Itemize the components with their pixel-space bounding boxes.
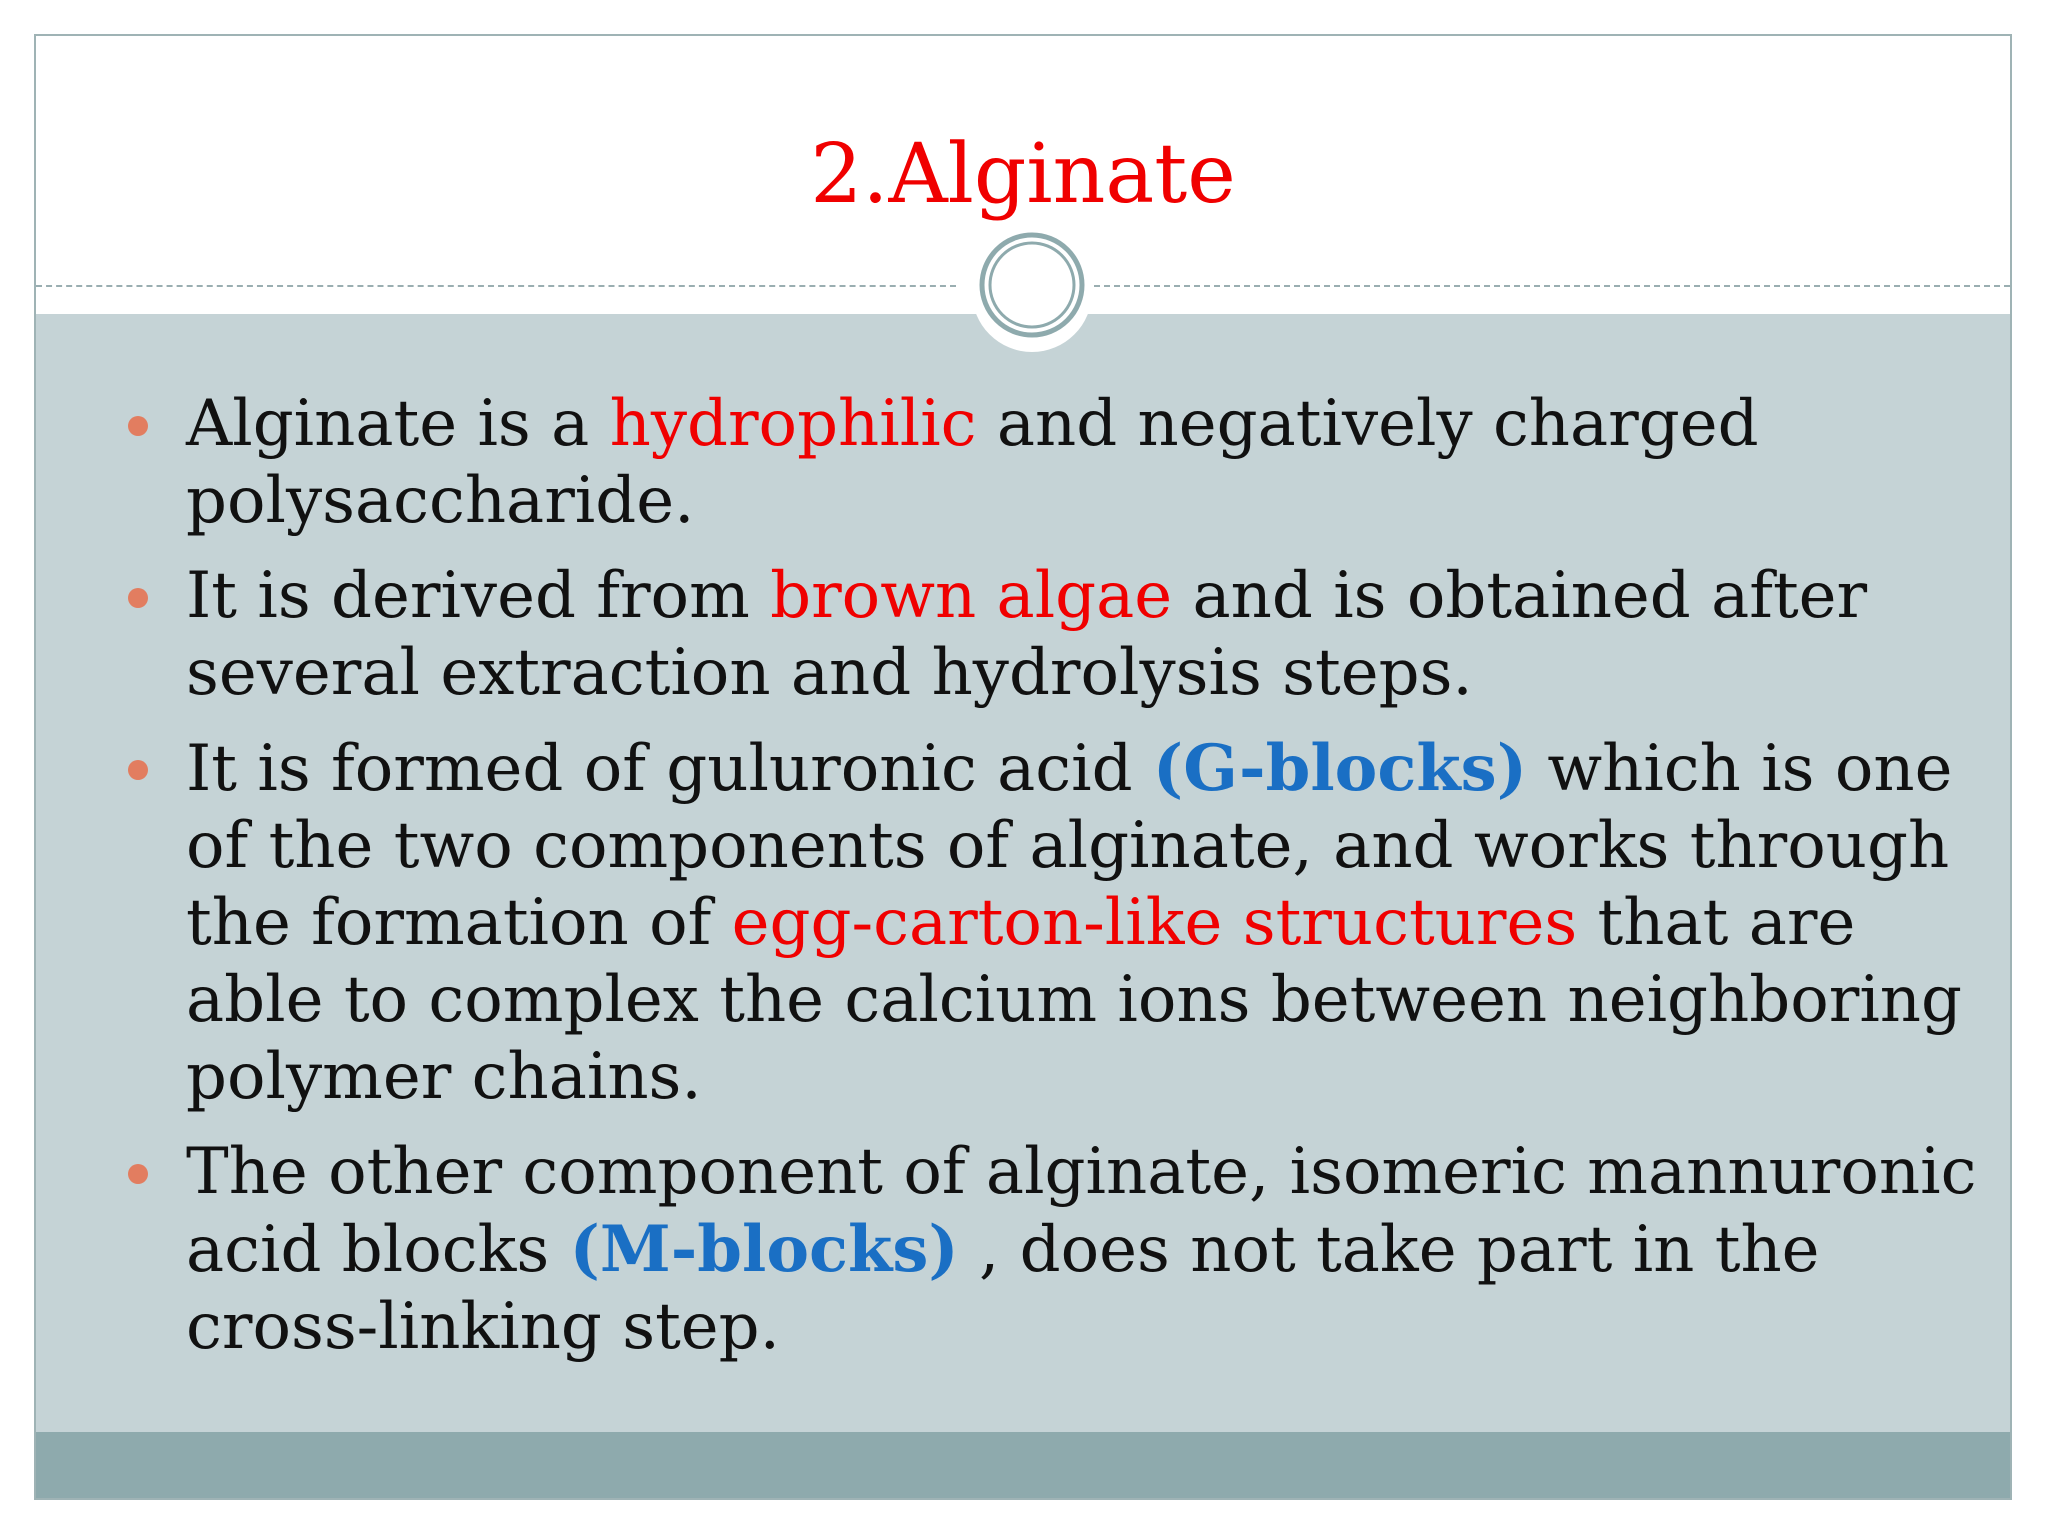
text-segment: Alginate is a [186,387,610,461]
title-divider-left [36,285,956,287]
highlight-text: brown algae [770,559,1173,633]
bullet-text [186,387,1759,538]
text-segment: and is obtained after several extraction and hydrolysis steps. [186,559,1868,710]
bullet-marker-icon [128,1164,148,1184]
bullet-item [98,558,1978,712]
highlight-text: hydrophilic [609,387,977,461]
bullet-item [98,730,1978,1116]
bullet-item [98,386,1978,540]
slide-title: 2.Alginate [810,127,1236,222]
bullet-marker-icon [128,588,148,608]
bullet-text [186,732,1962,1114]
text-segment: which is one of the two components of alginate, and works through the formation of [186,732,1953,960]
text-segment: It is derived from [186,559,771,633]
highlight-text: (G-blocks) [1152,731,1527,806]
highlight-text: (M-blocks) [569,1212,959,1287]
circle-ornament-icon [978,231,1086,339]
bullet-item [98,1134,1978,1366]
text-segment: and negatively charged polysaccharide. [186,387,1759,538]
title-divider-right [1094,285,2010,287]
bullet-marker-icon [128,416,148,436]
text-segment: It is formed of guluronic acid [186,732,1153,806]
text-segment: , does not take part in the cross-linking step. [186,1213,1820,1364]
bullet-marker-icon [128,760,148,780]
text-segment: The other component of alginate, isomeric mannuronic acid blocks [186,1135,1977,1287]
bullet-list [98,386,1978,1384]
bullet-text [186,559,1867,710]
bullet-text [186,1135,1976,1364]
highlight-text: egg-carton-like structures [731,886,1578,960]
text-segment: that are able to complex the calcium ions between neighboring polymer chains. [186,886,1962,1114]
footer-band [36,1432,2010,1498]
slide [34,34,2012,1500]
